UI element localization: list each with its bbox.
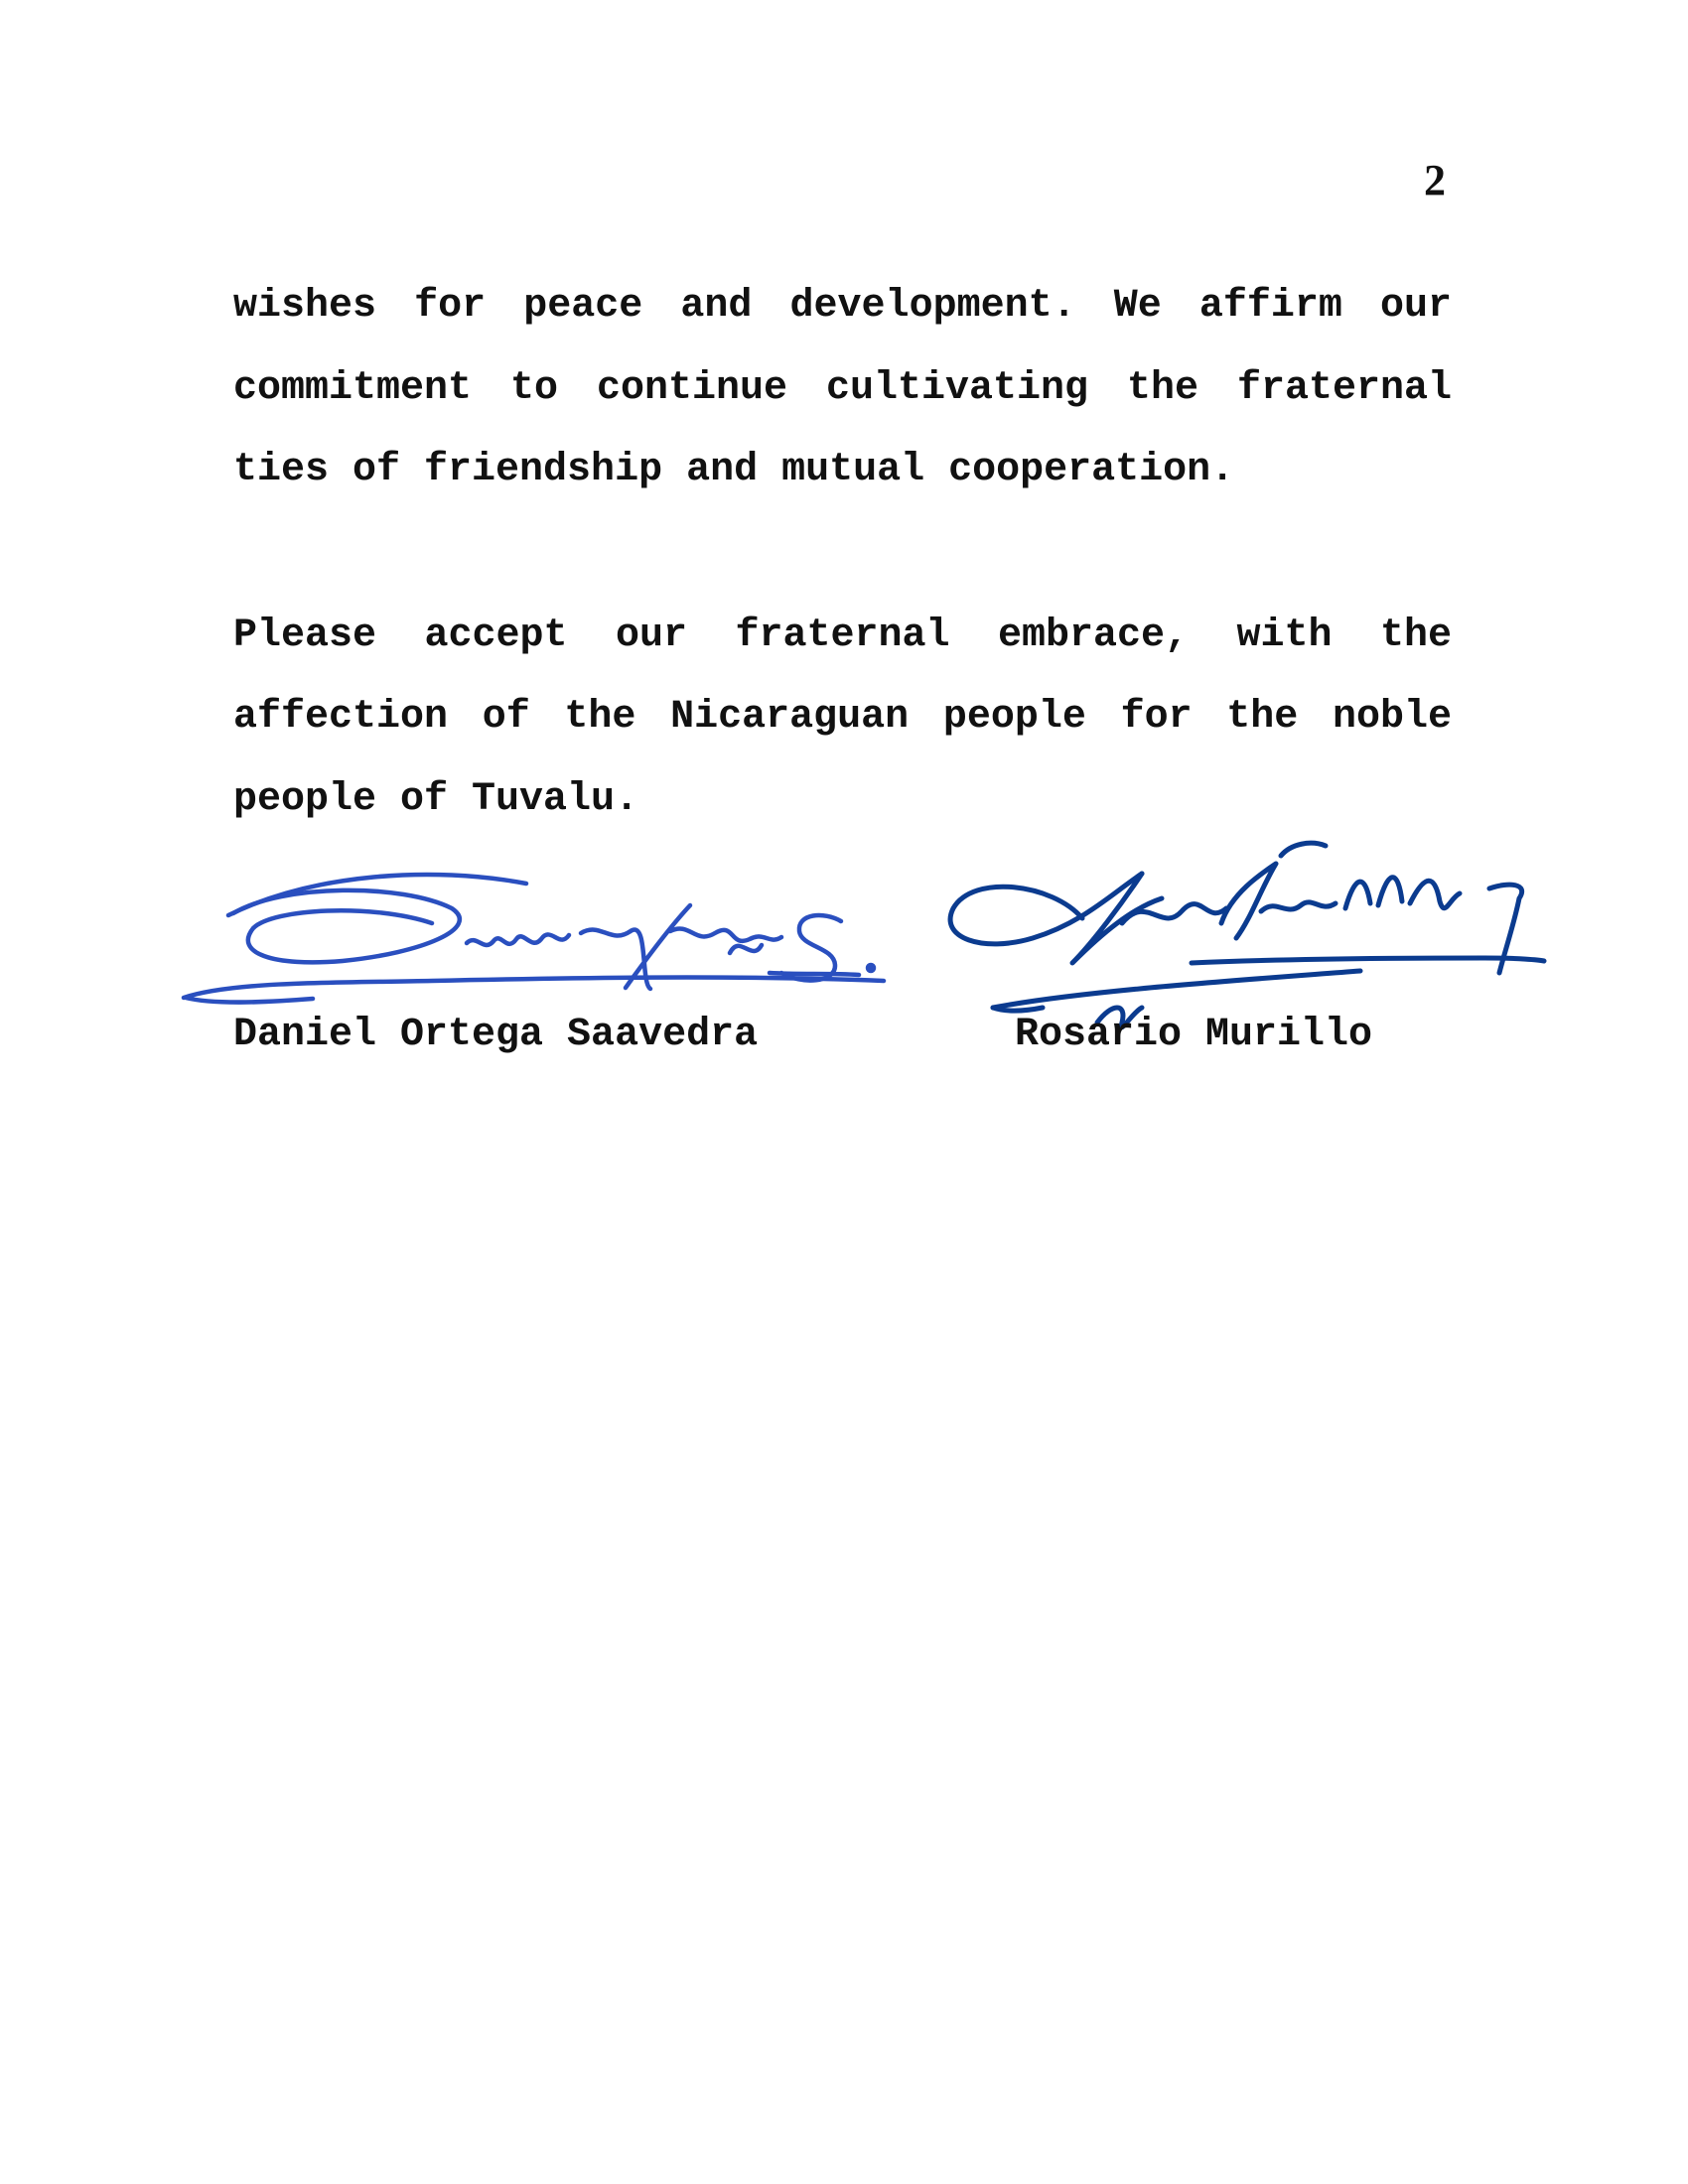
signer-name-right: Rosario Murillo [1015, 1013, 1373, 1057]
handwritten-signature-daniel-ortega [174, 814, 899, 1013]
signature-block-rosario-murillo [933, 814, 1549, 1072]
body-paragraph-1: wishes for peace and development. We affirm our commitment to continue cultivating the fraternal ties of friendship and mutual cooperation. [233, 284, 1452, 492]
body-paragraph-2: Please accept our fraternal embrace, with the affection of the Nicaraguan people for the noble people of Tuvalu. [233, 613, 1452, 822]
signer-name-left: Daniel Ortega Saavedra [233, 1013, 759, 1057]
signature-block-daniel-ortega [174, 814, 899, 1072]
page-number: 2 [1424, 156, 1446, 205]
